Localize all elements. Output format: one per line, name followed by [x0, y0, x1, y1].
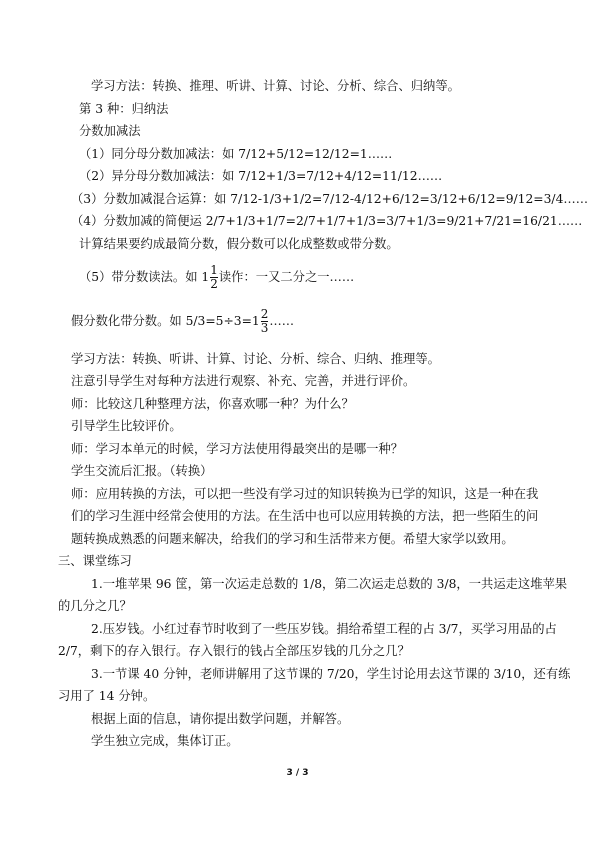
- text-line: （4）分数加减的简便运 2/7+1/3+1/7=2/7+1/7+1/3=3/7+1/3=9/21+7/21=16/21……: [71, 214, 583, 228]
- text-line: 习用了 14 分钟。: [58, 689, 156, 703]
- text-line: 学习方法：转换、听讲、计算、讨论、分析、综合、归纳、推理等。: [71, 352, 440, 366]
- numerator: 2: [260, 307, 269, 321]
- text-segment: 假分数化带分数。如 5/3=5÷3=1: [71, 314, 260, 328]
- denominator: 2: [210, 277, 218, 291]
- exercise-item: 1.一堆苹果 96 筐，第一次运走总数的 1/8，第二次运走总数的 3/8，一共运走这堆苹果: [91, 577, 568, 591]
- mixed-number-line: [71, 306, 294, 336]
- text-line: 2/7，剩下的存入银行。存入银行的钱占全部压岁钱的几分之几？: [58, 644, 410, 658]
- text-line: 学生独立完成，集体订正。: [91, 734, 239, 748]
- fraction: [261, 309, 269, 334]
- text-segment: ……: [269, 314, 294, 328]
- mixed-number-line: [79, 262, 354, 292]
- text-segment: （5）带分数读法。如 1: [79, 270, 210, 284]
- denominator: 3: [260, 321, 269, 335]
- text-line: 引导学生比较评价。: [71, 419, 182, 433]
- text-line: 根据上面的信息，请你提出数学问题，并解答。: [91, 712, 350, 726]
- subheading: 分数加减法: [79, 124, 141, 138]
- text-line: 注意引导学生对每种方法进行观察、补充、完善，并进行评价。: [71, 374, 416, 388]
- text-line: 学习方法：转换、推理、听讲、计算、讨论、分析、综合、归纳等。: [91, 79, 460, 93]
- text-line: （3）分数加减混合运算：如 7/12-1/3+1/2=7/12-4/12+6/12=3/12+6/12=9/12=3/4……: [71, 192, 588, 206]
- fraction: [210, 265, 218, 290]
- text-line: （2）异分母分数加减法：如 7/12+1/3=7/12+4/12=11/12……: [79, 169, 443, 183]
- text-line: 学生交流后汇报。（转换）: [71, 464, 213, 478]
- text-line: 师：应用转换的方法，可以把一些没有学习过的知识转换为已学的知识，这是一种在我: [71, 487, 539, 501]
- text-line: 师：比较这几种整理方法，你喜欢哪一种？为什么？: [71, 397, 354, 411]
- section-heading: 第 3 种：归纳法: [79, 102, 169, 116]
- text-line: （1）同分母分数加减法：如 7/12+5/12=12/12=1……: [79, 147, 393, 161]
- exercise-item: 3.一节课 40 分钟，老师讲解用了这节课的 7/20，学生讨论用去这节课的 3/10，还有练: [91, 667, 571, 681]
- text-segment: 读作：一又二分之一……: [218, 270, 355, 284]
- numerator: 1: [210, 263, 218, 277]
- exercise-item: 2.压岁钱。小红过春节时收到了一些压岁钱。捐给希望工程的占 3/7，买学习用品的占: [91, 622, 557, 636]
- section-heading: 三、课堂练习: [58, 554, 132, 568]
- text-line: 题转换成熟悉的问题来解决，给我们的学习和生活带来方便。希望大家学以致用。: [71, 532, 514, 546]
- text-line: 们的学习生涯中经常会使用的方法。在生活中也可以应用转换的方法，把一些陌生的问: [71, 509, 539, 523]
- text-line: 师：学习本单元的时候，学习方法使用得最突出的是哪一种？: [71, 442, 404, 456]
- text-line: 计算结果要约成最简分数，假分数可以化成整数或带分数。: [79, 237, 399, 251]
- page-number: 3 / 3: [286, 768, 309, 778]
- text-line: 的几分之几？: [58, 599, 132, 613]
